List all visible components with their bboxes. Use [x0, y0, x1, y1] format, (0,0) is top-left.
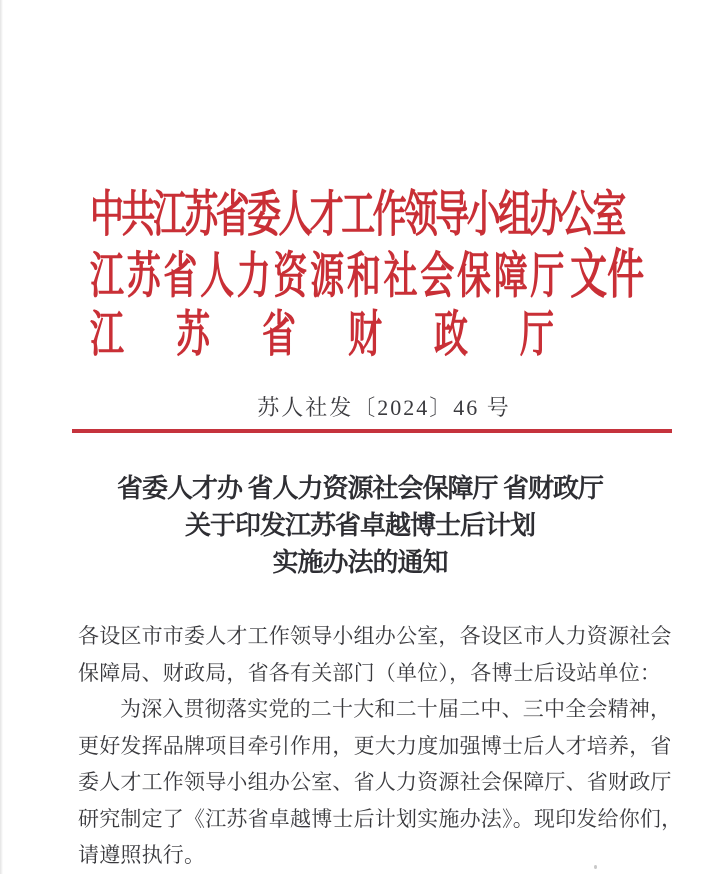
document-number: 苏人社发〔2024〕46 号	[257, 395, 511, 420]
scan-edge-artifact	[0, 0, 3, 874]
title-line-1: 省委人才办 省人力资源社会保障厅 省财政厅	[116, 474, 603, 503]
document-title	[0, 470, 720, 581]
body-line: 委人才工作领导小组办公室、省人力资源社会保障厅、省财政厅	[78, 770, 672, 794]
title-line-3: 实施办法的通知	[272, 548, 448, 577]
red-letterhead	[90, 189, 645, 372]
letterhead-line-3	[90, 309, 644, 372]
title-line-2: 关于印发江苏省卓越博士后计划	[184, 511, 535, 540]
document-body	[78, 618, 683, 874]
letterhead-line-1	[90, 189, 644, 252]
letterhead-line-2	[90, 246, 645, 312]
wenjian-label: 文件	[570, 246, 645, 306]
body-line: 各设区市市委人才工作领导小组办公室，各设区市人力资源社会	[78, 624, 672, 648]
body-line: 为深入贯彻落实党的二十大和二十届二中、三中全会精神，	[120, 697, 672, 721]
red-divider-rule	[72, 429, 672, 433]
letterhead-line-2-text: 江苏省人力资源和社会保障厅	[90, 250, 568, 305]
body-line: 研究制定了《江苏省卓越博士后计划实施办法》。现印发给你们，	[78, 806, 683, 831]
letterhead-line-1-text: 中共江苏省委人才工作领导小组办公室	[90, 189, 624, 243]
letterhead-line-3-text: 江苏省财政厅	[90, 309, 606, 363]
body-line: 更好发挥品牌项目牵引作用，更大力度加强博士后人才培养，省	[78, 733, 672, 758]
body-line: 保障局、财政局，省各有关部门（单位），各博士后设站单位：	[78, 660, 662, 685]
body-line: 请遵照执行。	[78, 843, 206, 867]
